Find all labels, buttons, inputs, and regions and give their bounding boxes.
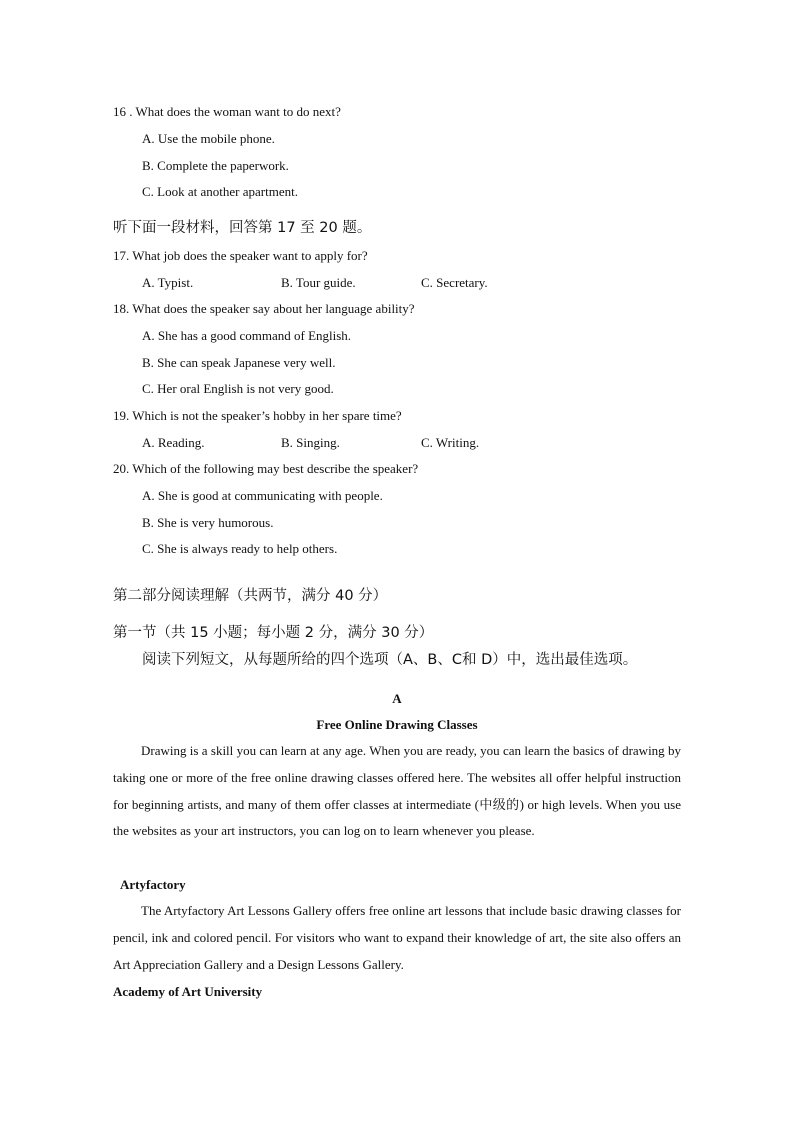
question-16-option-c: C. Look at another apartment. xyxy=(142,184,298,199)
question-19-option-b: B. Singing. xyxy=(281,435,340,450)
question-20-stem: 20. Which of the following may best describe the speaker? xyxy=(113,461,419,476)
passage-intro-paragraph: Drawing is a skill you can learn at any age. When you are ready, you can learn the basics of drawing by taking one or more of the free online drawing classes offered here. The websites all offer helpful instruction for beginning artists, and many of them offer classes at intermediate (中级的) or high levels. When you use the websites as your art instructors, you can log on to learn whenever you please. xyxy=(113,743,681,839)
question-18-option-a: A. She has a good command of English. xyxy=(142,328,352,343)
heading-academy-of-art: Academy of Art University xyxy=(113,984,263,999)
question-17-option-a: A. Typist. xyxy=(142,275,194,290)
section-17-20-heading: 听下面一段材料，回答第 17 至 20 题。 xyxy=(113,220,372,236)
question-17-option-b: B. Tour guide. xyxy=(281,275,356,290)
question-17-option-c: C. Secretary. xyxy=(421,275,488,290)
question-20-option-a: A. She is good at communicating with people. xyxy=(142,488,383,503)
question-18-stem: 18. What does the speaker say about her language ability? xyxy=(113,301,415,316)
question-19-option-c: C. Writing. xyxy=(421,435,480,450)
question-18-option-c: C. Her oral English is not very good. xyxy=(142,381,334,396)
question-16-option-b: B. Complete the paperwork. xyxy=(142,158,289,173)
passage-title: Free Online Drawing Classes xyxy=(316,717,478,732)
passage-label: A xyxy=(392,691,402,706)
artyfactory-paragraph: The Artyfactory Art Lessons Gallery offers free online art lessons that include basic drawing classes for pencil, ink and colored pencil. For visitors who want to expand their knowledge of art, the site also offers an Art Appreciation Gallery and a Design Lessons Gallery. xyxy=(113,903,681,972)
question-17-stem: 17. What job does the speaker want to apply for? xyxy=(113,248,368,263)
reading-instruction: 阅读下列短文，从每题所给的四个选项（A、B、C和 D）中，选出最佳选项。 xyxy=(142,652,638,668)
question-20-option-c: C. She is always ready to help others. xyxy=(142,541,338,556)
section-1-title: 第一节（共 15 小题；每小题 2 分，满分 30 分） xyxy=(113,625,434,641)
heading-artyfactory: Artyfactory xyxy=(120,877,186,892)
question-20-option-b: B. She is very humorous. xyxy=(142,515,274,530)
question-18-option-b: B. She can speak Japanese very well. xyxy=(142,355,336,370)
part-2-title: 第二部分阅读理解（共两节，满分 40 分） xyxy=(113,588,388,604)
question-19-stem: 19. Which is not the speaker’s hobby in her spare time? xyxy=(113,408,402,423)
question-16-option-a: A. Use the mobile phone. xyxy=(142,131,275,146)
question-16-stem: 16 . What does the woman want to do next? xyxy=(113,104,341,119)
question-19-option-a: A. Reading. xyxy=(142,435,205,450)
